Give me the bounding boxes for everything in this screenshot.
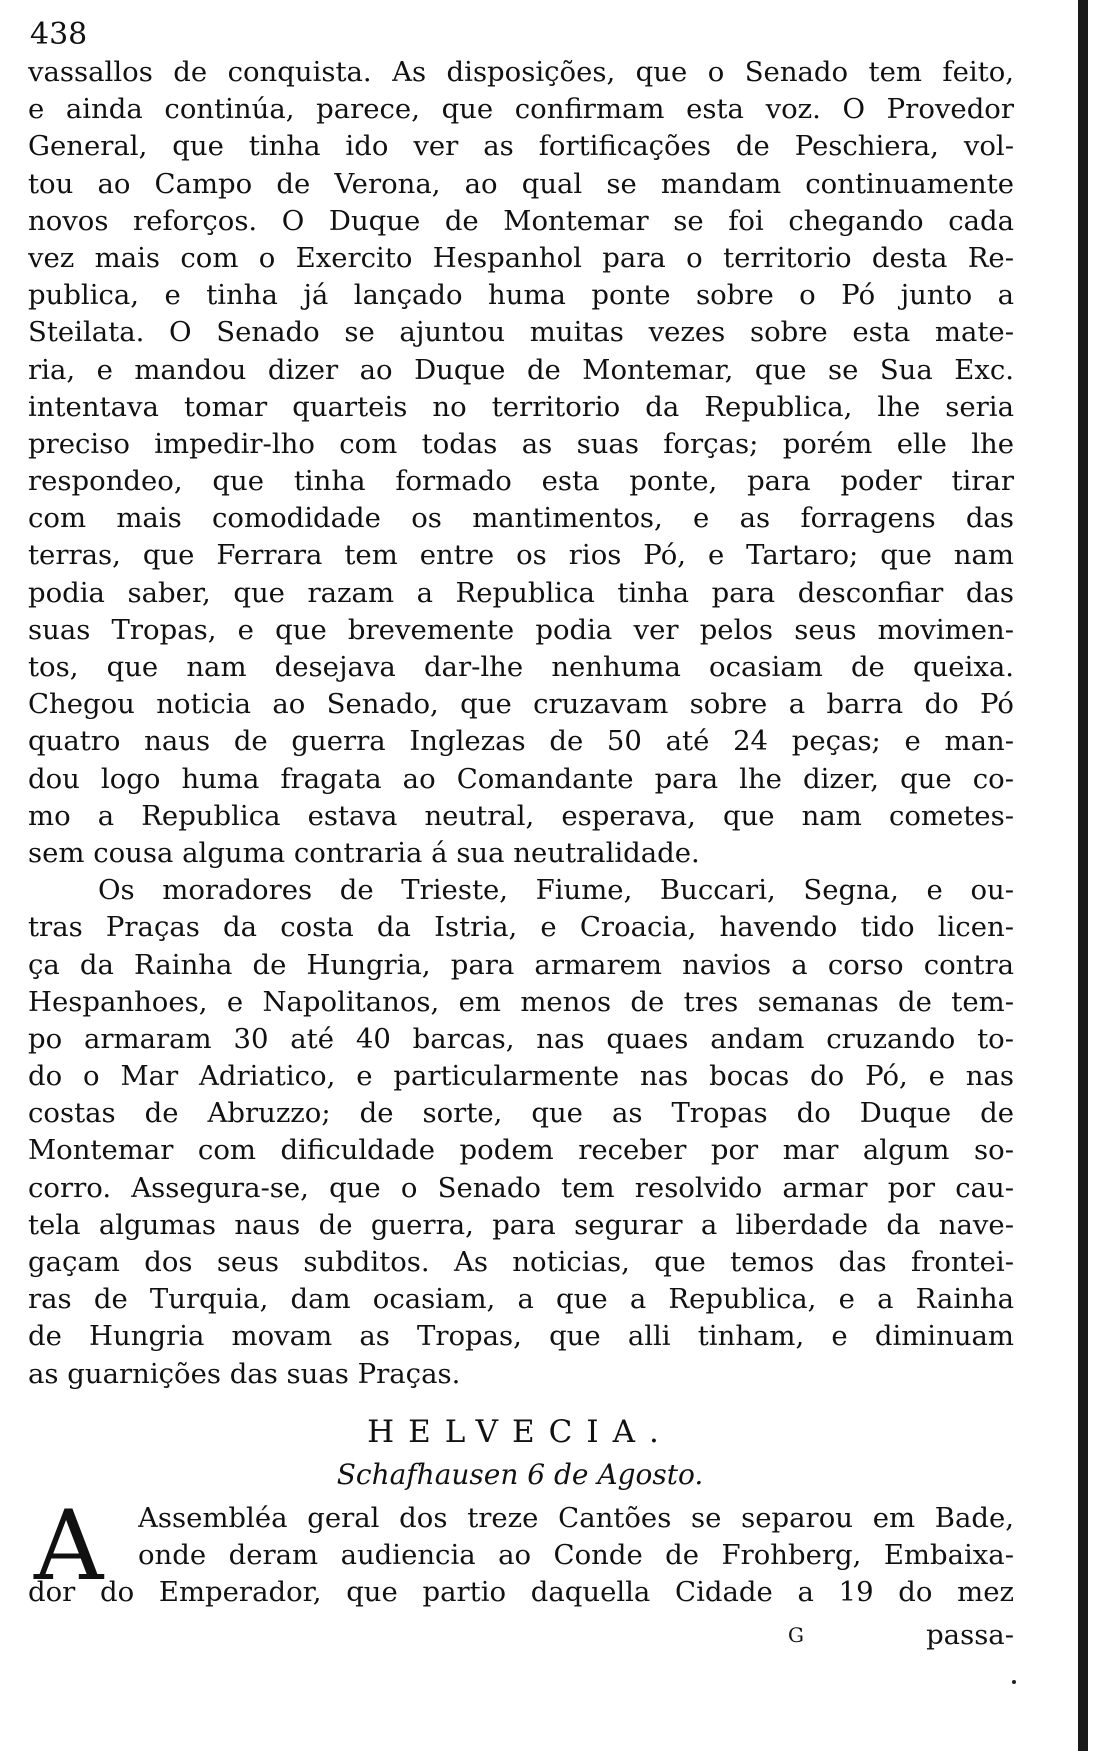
text-line: Montemar com dificuldade podem receber por mar algum so- bbox=[28, 1134, 1014, 1167]
text-line: ras de Turquia, dam ocasiam, a que a Republica, e a Rainha bbox=[28, 1283, 1014, 1316]
text-line: de Hungria movam as Tropas, que alli tinham, e diminuam bbox=[28, 1320, 1014, 1353]
paragraph-adriatic-news bbox=[28, 872, 1014, 1393]
text-line: as guarnições das suas Praças. bbox=[28, 1357, 461, 1390]
text-line: corro. Assegura-se, que o Senado tem resolvido armar por cau- bbox=[28, 1171, 1014, 1204]
text-line: Assembléa geral dos treze Cantões se separou em Bade, bbox=[138, 1502, 1014, 1534]
text-line: gaçam dos seus subditos. As noticias, que temos das frontei- bbox=[28, 1246, 1014, 1278]
text-line: preciso impedir-lho com todas as suas forças; porém elle lhe bbox=[28, 427, 1014, 460]
text-line: tela algumas naus de guerra, para segurar a liberdade da nave- bbox=[28, 1208, 1014, 1241]
text-line: suas Tropas, e que brevemente podia ver pelos seus movimen- bbox=[28, 613, 1014, 646]
ink-speck bbox=[1012, 1680, 1016, 1684]
catchword: passa- bbox=[926, 1619, 1014, 1651]
text-line: intentava tomar quarteis no territorio da Republica, lhe seria bbox=[28, 390, 1014, 423]
page-number: 438 bbox=[30, 17, 88, 52]
text-line: ça da Rainha de Hungria, para armarem navios a corso contra bbox=[28, 948, 1014, 981]
text-line: publica, e tinha já lançado huma ponte sobre o Pó junto a bbox=[28, 279, 1014, 312]
page-footer bbox=[28, 1616, 1014, 1654]
text-line: General, que tinha ido ver as fortificações de Peschiera, vol- bbox=[28, 130, 1014, 163]
text-line: tras Praças da costa da Istria, e Croacia, havendo tido licen- bbox=[28, 911, 1014, 944]
text-line: dou logo huma fragata ao Comandante para lhe dizer, que co- bbox=[28, 762, 1014, 795]
text-line: quatro naus de guerra Inglezas de 50 até 24 peças; e man- bbox=[28, 725, 1014, 758]
text-line: vassallos de conquista. As disposições, que o Senado tem feito, bbox=[28, 56, 1014, 88]
text-line: sem cousa alguma contraria á sua neutralidade. bbox=[28, 836, 700, 869]
paragraph-helvecia-continuation bbox=[28, 1574, 1014, 1611]
paragraph-venice-news bbox=[28, 54, 1014, 872]
text-line: Chegou noticia ao Senado, que cruzavam sobre a barra do Pó bbox=[28, 688, 1014, 721]
text-line: dor do Emperador, que partio daquella Cidade a 19 do mez bbox=[28, 1576, 1014, 1608]
text-line: costas de Abruzzo; de sorte, que as Tropas do Duque de bbox=[28, 1097, 1014, 1130]
section-heading: HELVECIA. bbox=[367, 1414, 673, 1450]
text-line: tou ao Campo de Verona, ao qual se mandam continuamente bbox=[28, 167, 1014, 200]
text-line: novos reforços. O Duque de Montemar se foi chegando cada bbox=[28, 204, 1014, 237]
text-line: com mais comodidade os mantimentos, e as forragens das bbox=[28, 502, 1014, 535]
text-line: e ainda continúa, parece, que confirmam esta voz. O Provedor bbox=[28, 93, 1014, 126]
body-text bbox=[28, 54, 1014, 1393]
text-line: do o Mar Adriatico, e particularmente nas bocas do Pó, e nas bbox=[28, 1060, 1014, 1093]
text-line: terras, que Ferrara tem entre os rios Pó, e Tartaro; que nam bbox=[28, 539, 1014, 572]
text-line: po armaram 30 até 40 barcas, nas quaes andam cruzando to- bbox=[28, 1022, 1014, 1055]
signature-mark: G bbox=[788, 1623, 804, 1647]
text-line: ria, e mandou dizer ao Duque de Montemar, que se Sua Exc. bbox=[28, 353, 1014, 386]
text-line: tos, que nam desejava dar-lhe nenhuma ocasiam de queixa. bbox=[28, 651, 1014, 683]
text-line: Hespanhoes, e Napolitanos, em menos de tres semanas de tem- bbox=[28, 985, 1014, 1018]
text-line: podia saber, que razam a Republica tinha para desconfiar das bbox=[28, 576, 1014, 609]
paragraph-helvecia-news bbox=[138, 1500, 1014, 1574]
text-line: respondeo, que tinha formado esta ponte, para poder tirar bbox=[28, 465, 1014, 498]
text-line: mo a Republica estava neutral, esperava, que nam cometes- bbox=[28, 799, 1014, 832]
text-line: vez mais com o Exercito Hespanhol para o territorio desta Re- bbox=[28, 241, 1014, 274]
page-edge-border bbox=[1078, 0, 1088, 1751]
text-line: onde deram audiencia ao Conde de Frohberg, Embaixa- bbox=[138, 1539, 1014, 1572]
drop-cap: A bbox=[34, 1490, 104, 1602]
text-line: Os moradores de Trieste, Fiume, Buccari, Segna, e ou- bbox=[98, 874, 1014, 907]
text-line: Steilata. O Senado se ajuntou muitas vezes sobre esta mate- bbox=[28, 316, 1014, 349]
dateline: Schafhausen 6 de Agosto. bbox=[336, 1458, 704, 1491]
